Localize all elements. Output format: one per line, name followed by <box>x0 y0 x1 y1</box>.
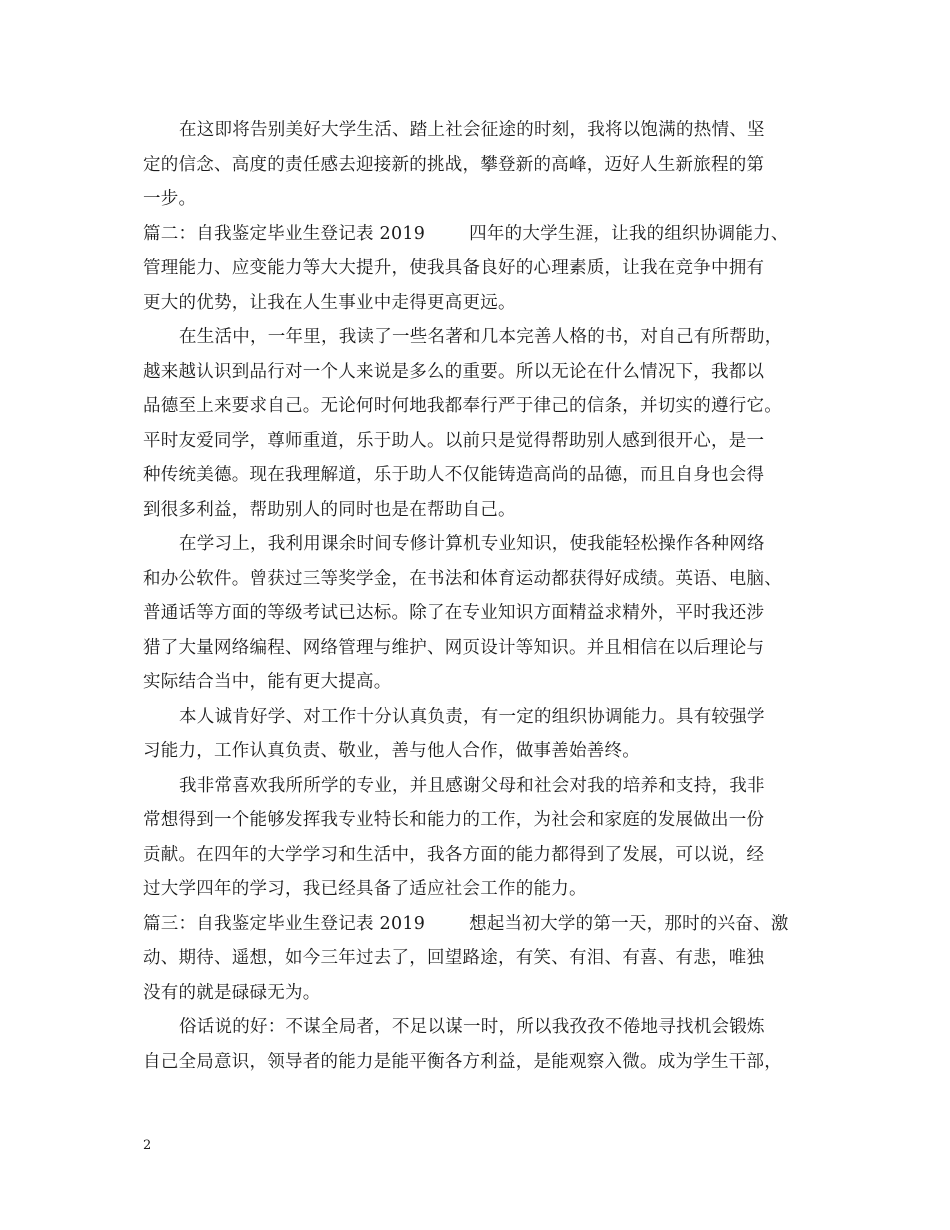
paragraph-text: 四年的大学生涯，让我的组织协调能力、 <box>469 223 789 244</box>
paragraph-line: 贡献。在四年的大学学习和生活中，我各方面的能力都得到了发展，可以说，经 <box>143 844 765 865</box>
paragraph-line: 本人诚肯好学、对工作十分认真负责，有一定的组织协调能力。具有较强学 <box>179 706 765 727</box>
paragraph-line: 一步。 <box>143 189 197 209</box>
page-number: 2 <box>143 1138 152 1153</box>
paragraph-line: 和办公软件。曾获过三等奖学金，在书法和体育运动都获得好成绩。英语、电脑、 <box>143 568 782 589</box>
paragraph-line: 在学习上，我利用课余时间专修计算机专业知识，使我能轻松操作各种网络 <box>179 534 765 554</box>
paragraph-line: 没有的就是碌碌无为。 <box>143 982 321 1003</box>
paragraph-line: 动、期待、遥想，如今三年过去了，回望路途，有笑、有泪、有喜、有悲，唯独 <box>143 948 765 968</box>
paragraph-line: 种传统美德。现在我理解道，乐于助人不仅能铸造高尚的品德，而且自身也会得 <box>143 465 765 485</box>
body-text <box>143 113 813 1079</box>
section-heading-line <box>143 217 813 252</box>
paragraph-line: 在这即将告别美好大学生活、踏上社会征途的时刻，我将以饱满的热情、坚 <box>179 120 765 140</box>
section-heading: 篇三：自我鉴定毕业生登记表 2019 <box>143 913 426 934</box>
paragraph-line: 常想得到一个能够发挥我专业特长和能力的工作，为社会和家庭的发展做出一份 <box>143 810 765 830</box>
paragraph-line: 过大学四年的学习，我已经具备了适应社会工作的能力。 <box>143 879 587 899</box>
paragraph-line: 管理能力、应变能力等大大提升，使我具备良好的心理素质，让我在竞争中拥有 <box>143 258 765 278</box>
paragraph-text: 想起当初大学的第一天，那时的兴奋、激 <box>469 913 789 934</box>
paragraph-line: 俗话说的好：不谋全局者，不足以谋一时，所以我孜孜不倦地寻找机会锻炼 <box>179 1017 765 1037</box>
paragraph-line: 到很多利益，帮助别人的同时也是在帮助自己。 <box>143 499 516 520</box>
paragraph-line: 习能力，工作认真负责、敬业，善与他人合作，做事善始善终。 <box>143 741 640 761</box>
paragraph-line: 品德至上来要求自己。无论何时何地我都奉行严于律己的信条，并切实的遵行它。 <box>143 396 782 416</box>
paragraph-line: 自己全局意识，领导者的能力是能平衡各方利益，是能观察入微。成为学生干部， <box>143 1051 782 1072</box>
section-heading: 篇二：自我鉴定毕业生登记表 2019 <box>143 223 426 244</box>
paragraph-line: 猎了大量网络编程、网络管理与维护、网页设计等知识。并且相信在以后理论与 <box>143 637 765 658</box>
paragraph-line: 我非常喜欢我所所学的专业，并且感谢父母和社会对我的培养和支持，我非 <box>179 775 765 796</box>
paragraph-line: 定的信念、高度的责任感去迎接新的挑战，攀登新的高峰，迈好人生新旅程的第 <box>143 154 765 175</box>
paragraph-line: 更大的优势，让我在人生事业中走得更高更远。 <box>143 292 516 313</box>
paragraph-line: 越来越认识到品行对一个人来说是多么的重要。所以无论在什么情况下，我都以 <box>143 361 765 382</box>
paragraph-line: 普通话等方面的等级考试已达标。除了在专业知识方面精益求精外，平时我还涉 <box>143 603 765 623</box>
paragraph-line: 平时友爱同学，尊师重道，乐于助人。以前只是觉得帮助别人感到很开心，是一 <box>143 430 765 451</box>
section-heading-line <box>143 907 813 942</box>
paragraph-line: 在生活中，一年里，我读了一些名著和几本完善人格的书，对自己有所帮助， <box>179 327 783 347</box>
paragraph-line: 实际结合当中，能有更大提高。 <box>143 672 392 692</box>
